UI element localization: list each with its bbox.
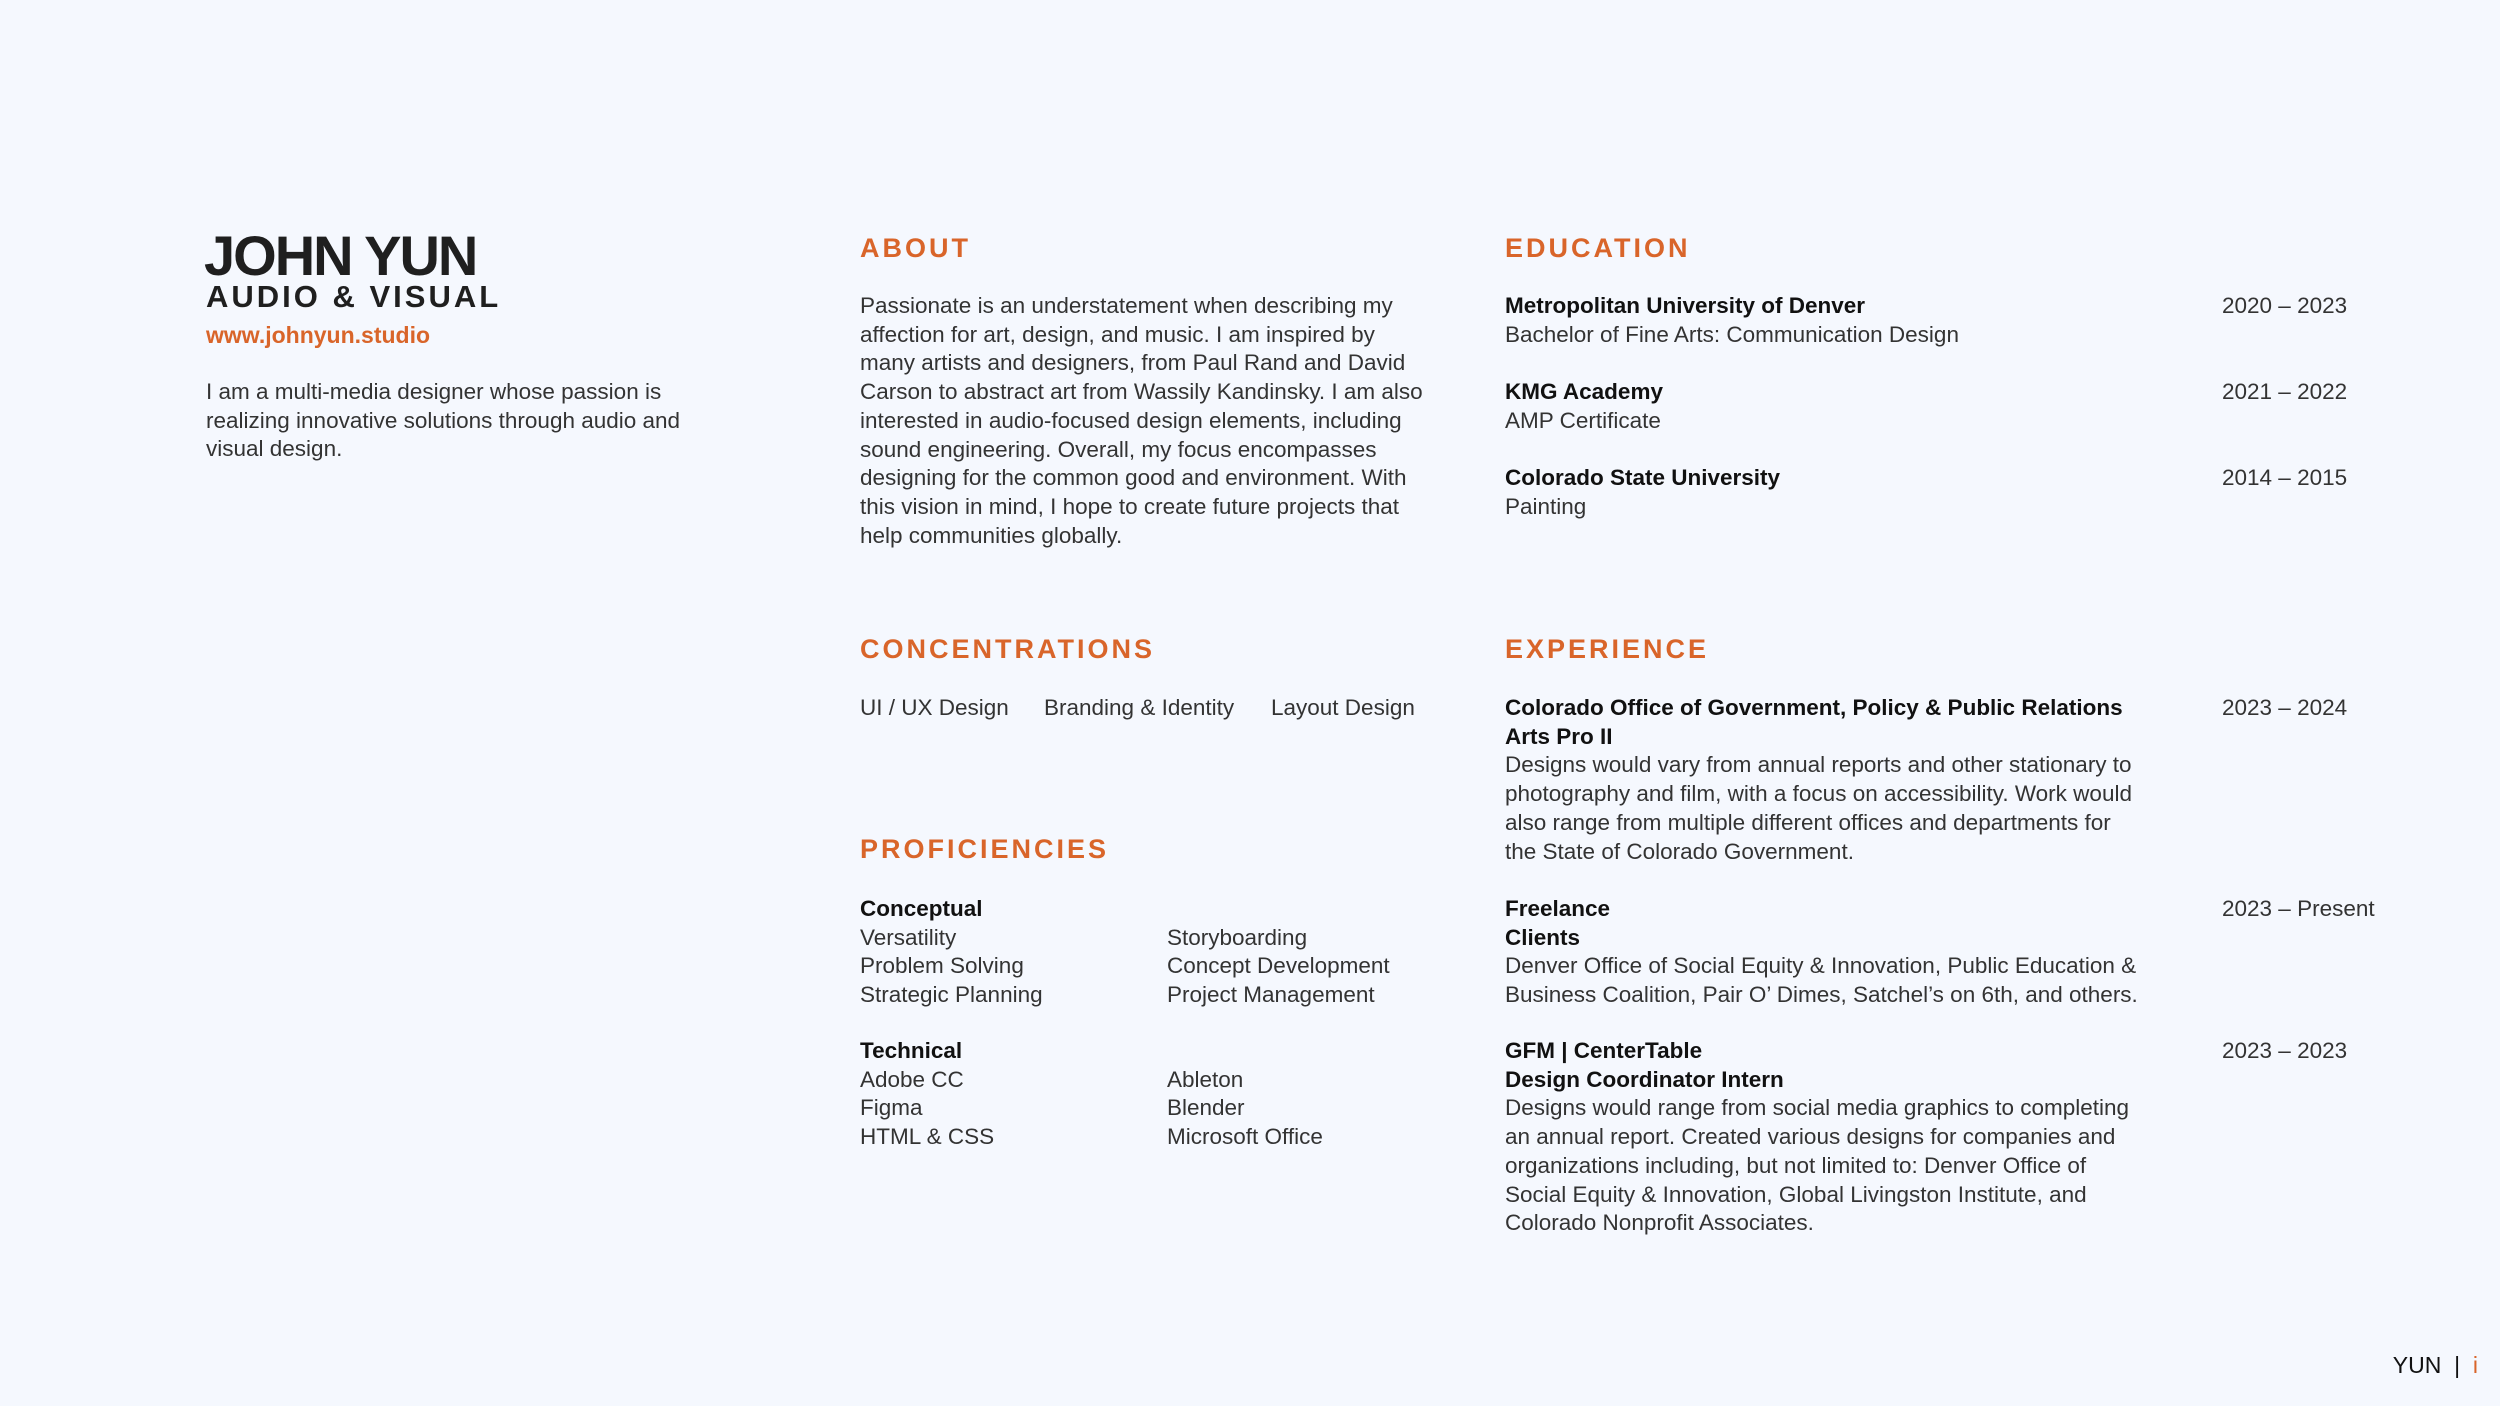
degree: Painting	[1505, 493, 1587, 519]
page-number: i	[2472, 1352, 2478, 1378]
skill: Figma	[860, 1095, 923, 1121]
education-entry	[1505, 378, 1663, 435]
role: Clients	[1505, 924, 1581, 950]
about-line: affection for art, design, and music. I am inspired by	[860, 321, 1375, 347]
name-title: JOHN YUN	[204, 224, 477, 287]
intro-line: visual design.	[206, 436, 343, 462]
school-name: Metropolitan University of Denver	[1505, 293, 1866, 318]
degree: Bachelor of Fine Arts: Communication Design	[1505, 321, 1959, 347]
role: Arts Pro II	[1505, 723, 1613, 749]
concentration-item: Layout Design	[1271, 695, 1415, 720]
school-name: Colorado State University	[1505, 465, 1781, 490]
about-line: this vision in mind, I hope to create future projects that	[860, 493, 1400, 519]
intro-line: I am a multi-media designer whose passion is	[206, 379, 662, 404]
conceptual-group	[860, 895, 1043, 1010]
education-dates: 2020 – 2023	[2222, 293, 2348, 318]
about-line: interested in audio-focused design elements, including	[860, 407, 1402, 433]
concentration-item: UI / UX Design	[860, 695, 1009, 720]
about-line: Passionate is an understatement when describing my	[860, 293, 1393, 318]
skill: Storyboarding	[1167, 924, 1308, 950]
concentration-item: Branding & Identity	[1044, 695, 1235, 720]
education-dates: 2014 – 2015	[2222, 465, 2348, 490]
skill: Problem Solving	[860, 953, 1024, 979]
description-line: Social Equity & Innovation, Global Livingston Institute, and	[1505, 1181, 2087, 1207]
description-line: Colorado Nonprofit Associates.	[1505, 1210, 1814, 1236]
skill: Versatility	[860, 924, 957, 950]
technical-group	[860, 1037, 994, 1152]
footer-separator: |	[2454, 1352, 2461, 1378]
description-line: Designs would vary from annual reports and other stationary to	[1505, 752, 2132, 778]
skill: Project Management	[1167, 982, 1375, 1008]
experience-entry	[1505, 1037, 2129, 1238]
school-name: KMG Academy	[1505, 379, 1663, 404]
role: Design Coordinator Intern	[1505, 1066, 1784, 1092]
technical-col2	[1167, 1066, 1323, 1152]
experience-entry	[1505, 895, 2138, 1010]
skill: Blender	[1167, 1095, 1245, 1121]
website-link[interactable]: www.johnyun.studio	[206, 322, 431, 348]
description-line: organizations including, but not limited to: Denver Office of	[1505, 1152, 2087, 1178]
skill: Concept Development	[1167, 953, 1390, 979]
skill: HTML & CSS	[860, 1124, 995, 1150]
about-text	[860, 292, 1423, 550]
organization: GFM | CenterTable	[1505, 1038, 1703, 1063]
intro-line: realizing innovative solutions through audio and	[206, 407, 681, 433]
description-line: Designs would range from social media graphics to completing	[1505, 1095, 2130, 1121]
description-line: Business Coalition, Pair O’ Dimes, Satchel’s on 6th, and others.	[1505, 982, 2138, 1008]
about-line: help communities globally.	[860, 522, 1123, 548]
education-entry	[1505, 292, 1959, 349]
concentrations-heading: CONCENTRATIONS	[860, 634, 1155, 664]
about-heading: ABOUT	[860, 233, 971, 263]
education-entry	[1505, 464, 1780, 521]
experience-heading: EXPERIENCE	[1505, 634, 1710, 664]
education-dates: 2021 – 2022	[2222, 379, 2348, 404]
conceptual-col2	[1167, 924, 1390, 1010]
description-line: photography and film, with a focus on accessibility. Work would	[1505, 781, 2132, 807]
footer	[2393, 1352, 2478, 1379]
description-line: the State of Colorado Government.	[1505, 838, 1854, 864]
conceptual-title: Conceptual	[860, 896, 983, 921]
about-line: Carson to abstract art from Wassily Kandinsky. I am also	[860, 379, 1423, 405]
description-line: an annual report. Created various designs for companies and	[1505, 1124, 2116, 1150]
skill: Strategic Planning	[860, 982, 1043, 1008]
technical-title: Technical	[860, 1038, 963, 1063]
degree: AMP Certificate	[1505, 407, 1661, 433]
skill: Ableton	[1167, 1066, 1244, 1092]
skill: Microsoft Office	[1167, 1124, 1323, 1150]
intro-text	[206, 378, 680, 464]
experience-dates: 2023 – 2024	[2222, 695, 2348, 720]
experience-dates: 2023 – 2023	[2222, 1038, 2348, 1063]
description-line: also range from multiple different offices and departments for	[1505, 809, 2111, 835]
about-line: many artists and designers, from Paul Rand and David	[860, 350, 1406, 376]
organization: Freelance	[1505, 896, 1611, 921]
description-line: Denver Office of Social Equity & Innovation, Public Education &	[1505, 953, 2137, 979]
organization: Colorado Office of Government, Policy & Public Relations	[1505, 695, 2123, 720]
skill: Adobe CC	[860, 1066, 964, 1092]
experience-entry	[1505, 694, 2132, 866]
footer-name: YUN	[2392, 1352, 2442, 1378]
about-line: sound engineering. Overall, my focus encompasses	[860, 436, 1377, 462]
subtitle: AUDIO & VISUAL	[206, 279, 502, 314]
about-line: designing for the common good and environment. With	[860, 465, 1407, 491]
experience-dates: 2023 – Present	[2222, 896, 2375, 921]
education-heading: EDUCATION	[1505, 233, 1691, 263]
proficiencies-heading: PROFICIENCIES	[860, 834, 1110, 864]
